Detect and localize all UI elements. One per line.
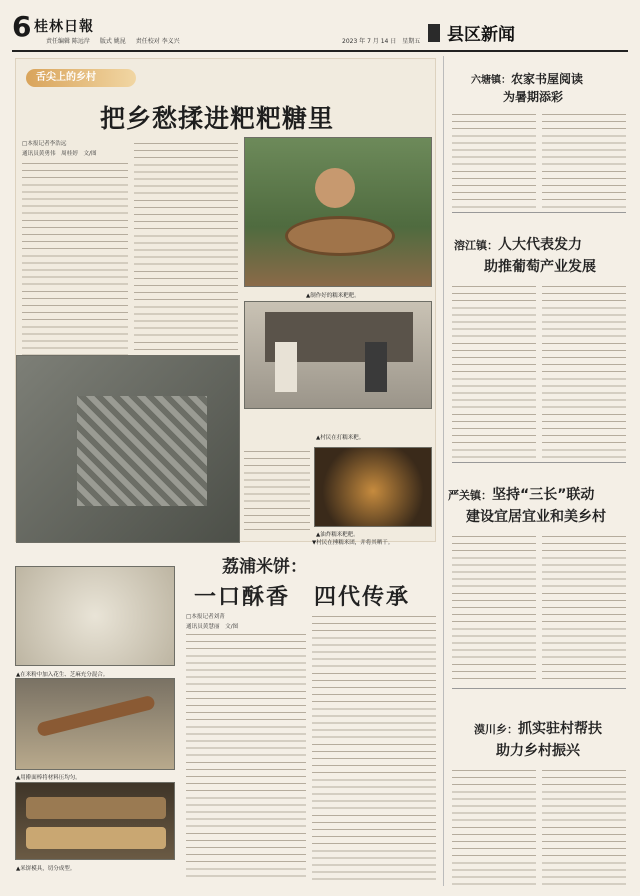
news-2-location: 溶江镇： bbox=[454, 239, 498, 252]
news-1-headline bbox=[471, 70, 583, 87]
body-text-block bbox=[542, 766, 626, 886]
page-header bbox=[12, 10, 628, 46]
issue-date: 2023 年 7 月 14 日 星期五 bbox=[342, 38, 421, 45]
photo-rice-cake-molds bbox=[15, 782, 175, 860]
news-3-title-line: 建设宜居宜业和美乡村 bbox=[466, 509, 606, 525]
news-4-location: 漠川乡： bbox=[474, 723, 518, 736]
header-rule bbox=[12, 50, 628, 52]
story-kicker: 荔浦米饼： bbox=[222, 557, 307, 577]
news-4-title-line: 助力乡村振兴 bbox=[496, 743, 580, 759]
photo-mixing-rice-flour bbox=[15, 566, 175, 666]
photo-rolling-pin bbox=[15, 678, 175, 770]
editor-credit: 版式 姚昆 bbox=[99, 38, 126, 45]
news-4-headline bbox=[474, 718, 602, 738]
photo-caption: ▼村民在捶糯米团，并将其晒干。 bbox=[312, 540, 394, 546]
photo-frying-pastries bbox=[314, 447, 432, 527]
news-2-title-line: 人大代表发力 bbox=[498, 237, 582, 253]
lipu-byline: 通讯员黄慧丽 文/图 bbox=[186, 624, 239, 630]
news-3-headline bbox=[448, 484, 594, 504]
news-3-location: 严关镇： bbox=[448, 489, 492, 502]
photo-caption: ▲米饼模具，切分成型。 bbox=[16, 866, 76, 872]
news-4-title-line: 抓实驻村帮扶 bbox=[518, 721, 602, 737]
lead-byline: 通讯员黄勇伟 周桂婷 文/图 bbox=[22, 151, 97, 157]
story-headline: 一口酥香 四代传承 bbox=[194, 585, 411, 610]
lipu-byline-block bbox=[186, 612, 260, 632]
photo-caption: ▲油炸糯米粑粑。 bbox=[316, 532, 359, 538]
photo-caption: ▲村民在打糯米粑。 bbox=[316, 435, 365, 441]
editor-credits bbox=[46, 36, 188, 45]
news-1-location: 六塘镇： bbox=[471, 75, 511, 86]
section-name: 县区新闻 bbox=[447, 25, 515, 45]
body-text-block bbox=[542, 532, 626, 682]
column-divider bbox=[443, 56, 444, 886]
lead-kicker: 舌尖上的乡村 bbox=[26, 69, 136, 87]
newspaper-logo: 桂林日報 bbox=[34, 19, 94, 35]
photo-drying-rice-on-roof bbox=[16, 355, 240, 543]
lead-byline: □本报记者李浩远 bbox=[22, 141, 67, 147]
photo-caption: ▲用擀面棒将材料压均匀。 bbox=[16, 775, 81, 781]
photo-caption: ▲制作好的糯米粑粑。 bbox=[306, 293, 360, 299]
news-1-title-line: 为暑期添彩 bbox=[503, 90, 564, 104]
photo-woman-with-pastries bbox=[244, 137, 432, 287]
lead-story bbox=[15, 58, 436, 546]
news-2-headline bbox=[454, 234, 582, 254]
news-1-title-line: 农家书屋阅读 bbox=[511, 72, 584, 86]
news-divider bbox=[452, 462, 626, 463]
section-tag-bar bbox=[428, 24, 440, 42]
lipu-byline: □本报记者刘菁 bbox=[186, 614, 225, 620]
editor-credit: 责任编辑 陈远岸 bbox=[46, 38, 90, 45]
body-text-block bbox=[186, 630, 306, 880]
photo-caption: ▲在米粉中加入花生、芝麻充分混合。 bbox=[16, 672, 109, 678]
body-text-block bbox=[452, 766, 536, 886]
body-text-block bbox=[452, 110, 536, 208]
body-text-block bbox=[542, 282, 626, 458]
editor-credit: 责任校对 李义兴 bbox=[135, 38, 180, 45]
news-divider bbox=[452, 212, 626, 213]
body-text-block bbox=[542, 110, 626, 208]
page-number: 6 bbox=[12, 10, 32, 43]
body-text-block bbox=[312, 612, 436, 880]
body-text-block bbox=[452, 532, 536, 682]
news-divider bbox=[452, 688, 626, 689]
news-2-title-line: 助推葡萄产业发展 bbox=[484, 259, 596, 275]
body-text-block bbox=[452, 282, 536, 458]
lead-headline: 把乡愁揉进粑粑糖里 bbox=[100, 104, 335, 133]
news-3-title-line: 坚持“三长”联动 bbox=[492, 487, 595, 503]
photo-villagers-pounding-rice bbox=[244, 301, 432, 409]
body-text-block bbox=[244, 447, 310, 533]
